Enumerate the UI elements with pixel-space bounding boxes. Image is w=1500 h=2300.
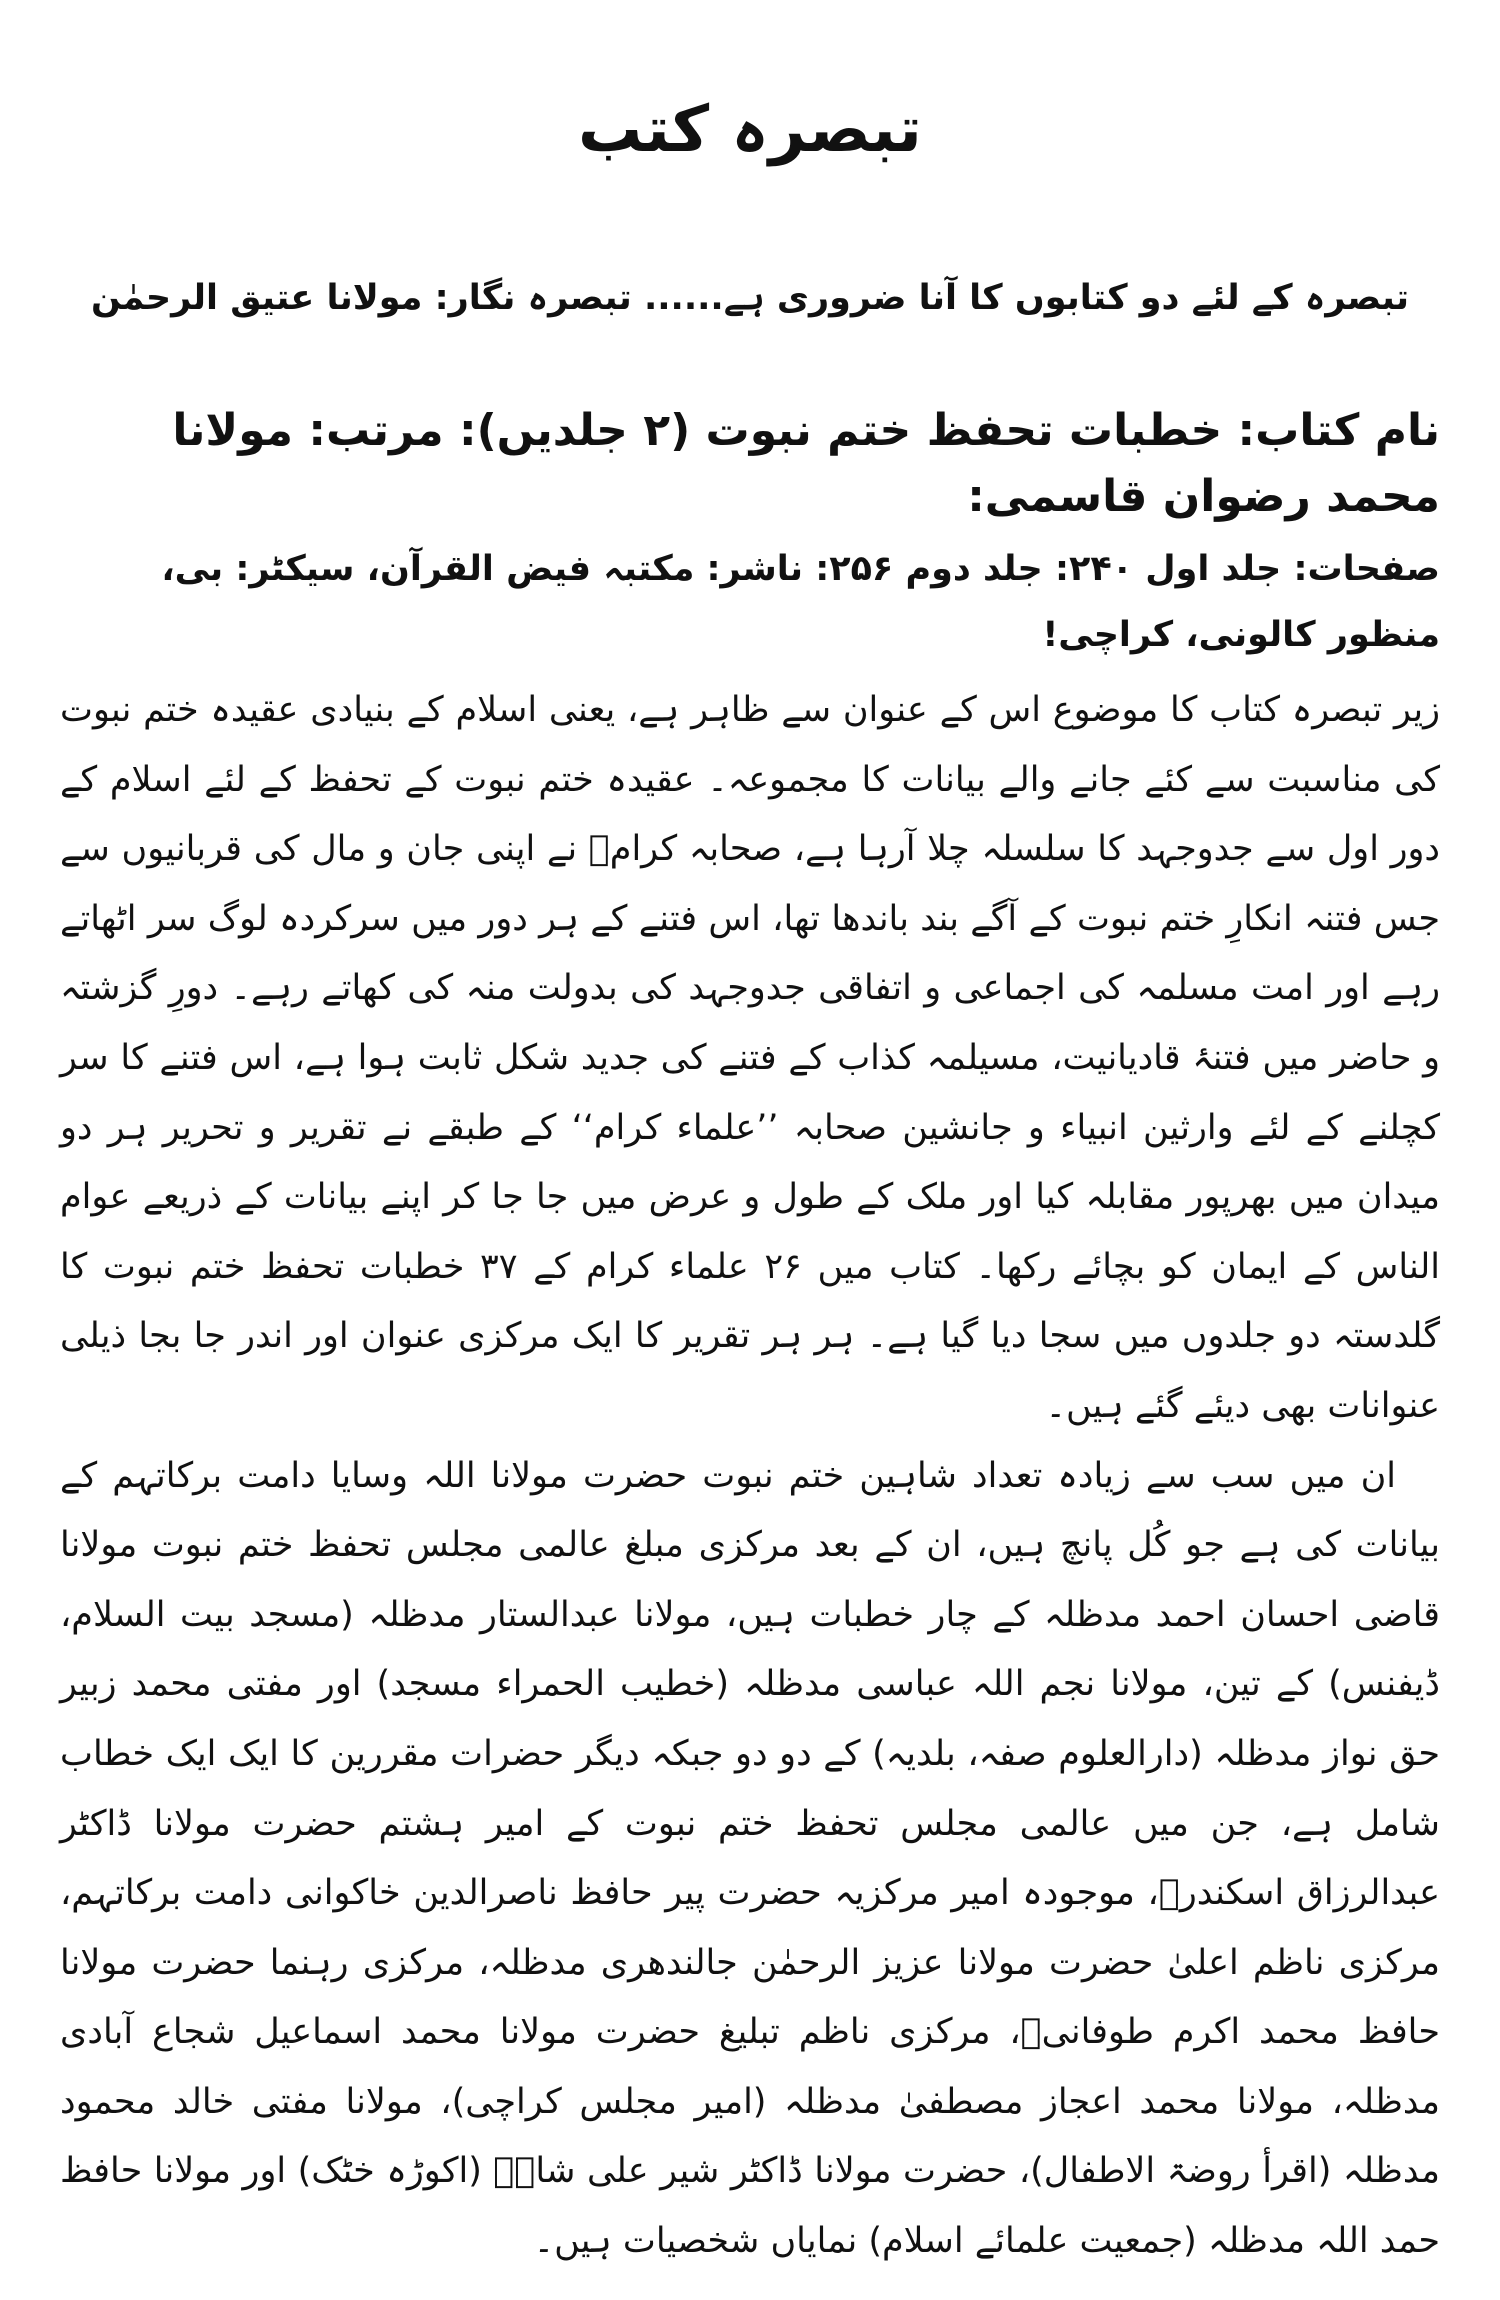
book-name-line: نام کتاب: خطبات تحفظ ختم نبوت (۲ جلدیں): مرتب: مولانا محمد رضوان قاسمی: [172,405,1440,522]
book-pages-publisher-line: صفحات: جلد اول ۲۴۰: جلد دوم ۲۵۶: ناشر: مکتبہ فیض القرآن، سیکٹر: بی، منظور کالونی، کراچی! [161,549,1440,655]
review-paragraph-1: زیر تبصرہ کتاب کا موضوع اس کے عنوان سے ظاہر ہے، یعنی اسلام کے بنیادی عقیدہ ختم نبوت کی مناسبت سے کئے جانے والے بیانات کا مجموعہ۔ عقیدہ ختم نبوت کے تحفظ کے لئے اسلام کے دور اول سے جدوجہد کا سلسلہ چلا آرہا ہے، صحابہ کرامؓ نے اپنی جان و مال کی قربانیوں سے جس فتنہ انکارِ ختم نبوت کے آگے بند باندھا تھا، اس فتنے کے ہر دور میں سرکردہ لوگ سر اٹھاتے رہے اور امت مسلمہ کی اجماعی و اتفاقی جدوجہد کی بدولت منہ کی کھاتے رہے۔ دورِ گزشتہ و حاضر میں فتنۂ قادیانیت، مسیلمہ کذاب کے فتنے کی جدید شکل ثابت ہوا ہے، اس فتنے کا سر کچلنے کے لئے وارثین انبیاء و جانشین صحابہ ’’علماء کرام‘‘ کے طبقے نے تقریر و تحریر ہر دو میدان میں بھرپور مقابلہ کیا اور ملک کے طول و عرض میں جا جا کر اپنے بیانات کے ذریعے عوام الناس کے ایمان کو بچائے رکھا۔ کتاب میں ۲۶ علماء کرام کے ۳۷ خطبات تحفظ ختم نبوت کا گلدستہ دو جلدوں میں سجا دیا گیا ہے۔ ہر ہر تقریر کا ایک مرکزی عنوان اور اندر جا بجا ذیلی عنوانات بھی دیئے گئے ہیں۔ [60,690,1440,1426]
review-subtitle: تبصرہ کے لئے دو کتابوں کا آنا ضروری ہے...... تبصرہ نگار: مولانا عتیق الرحمٰن [90,278,1410,318]
review-paragraph-2: ان میں سب سے زیادہ تعداد شاہین ختم نبوت حضرت مولانا اللہ وسایا دامت برکاتہم کے بیانات کی ہے جو کُل پانچ ہیں، ان کے بعد مرکزی مبلغ عالمی مجلس تحفظ ختم نبوت مولانا قاضی احسان احمد مدظلہ کے چار خطبات ہیں، مولانا عبدالستار مدظلہ (مسجد بیت السلام، ڈیفنس) کے تین، مولانا نجم اللہ عباسی مدظلہ (خطیب الحمراء مسجد) اور مفتی محمد زبیر حق نواز مدظلہ (دارالعلوم صفہ، بلدیہ) کے دو دو جبکہ دیگر حضرات مقررین کا ایک ایک خطاب شامل ہے، جن میں عالمی مجلس تحفظ ختم نبوت کے امیر ہشتم حضرت مولانا ڈاکٹر عبدالرزاق اسکندرؒ، موجودہ امیر مرکزیہ حضرت پیر حافظ ناصرالدین خاکوانی دامت برکاتہم، مرکزی ناظم اعلیٰ حضرت مولانا عزیز الرحمٰن جالندھری مدظلہ، مرکزی رہنما حضرت مولانا حافظ محمد اکرم طوفانیؒ، مرکزی ناظم تبلیغ حضرت مولانا محمد اسماعیل شجاع آبادی مدظلہ، مولانا محمد اعجاز مصطفیٰ مدظلہ (امیر مجلس کراچی)، مولانا مفتی خالد محمود مدظلہ (اقرأ روضۃ الاطفال)، حضرت مولانا ڈاکٹر شیر علی شاہؒ (اکوڑہ خٹک) اور مولانا حافظ حمد اللہ مدظلہ (جمعیت علمائے اسلام) نمایاں شخصیات ہیں۔ [60,1455,1440,2262]
page-title: تبصرہ کتب [578,93,922,167]
